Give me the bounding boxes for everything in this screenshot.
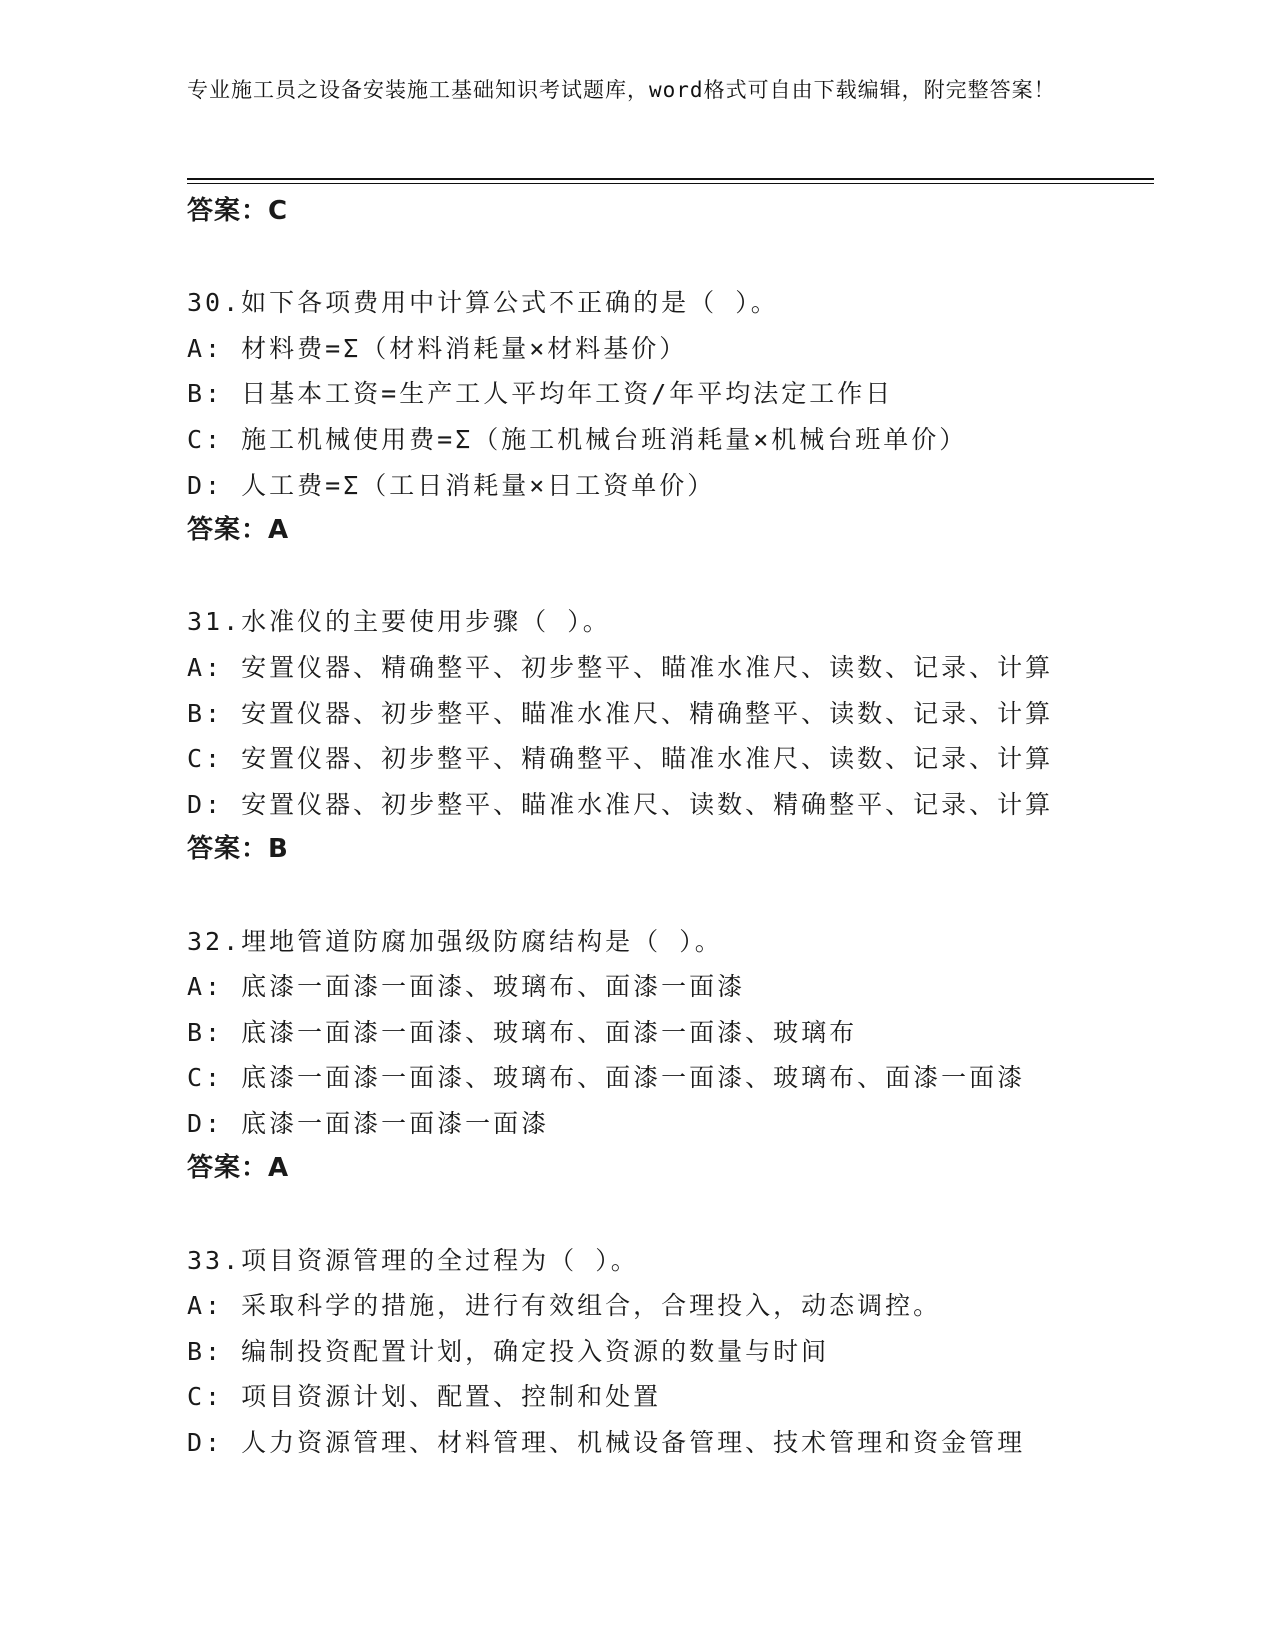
question-stem: 30.如下各项费用中计算公式不正确的是（ ）。 bbox=[187, 288, 779, 318]
question-list bbox=[187, 189, 1147, 1466]
option-a: A: 材料费=Σ（材料消耗量×材料基价） bbox=[187, 333, 688, 363]
option-b: B: 底漆一面漆一面漆、玻璃布、面漆一面漆、玻璃布 bbox=[187, 1017, 858, 1047]
option-d: D: 人力资源管理、材料管理、机械设备管理、技术管理和资金管理 bbox=[187, 1428, 1026, 1458]
option-c: C: 项目资源计划、配置、控制和处置 bbox=[187, 1382, 662, 1412]
answer: 答案：A bbox=[187, 515, 290, 546]
question-30 bbox=[187, 280, 1147, 554]
option-c: C: 安置仪器、初步整平、精确整平、瞄准水准尺、读数、记录、计算 bbox=[187, 744, 1054, 774]
spacer bbox=[187, 1192, 1147, 1238]
previous-answer: 答案：C bbox=[187, 196, 289, 226]
option-a: A: 底漆一面漆一面漆、玻璃布、面漆一面漆 bbox=[187, 972, 746, 1002]
question-32 bbox=[187, 919, 1147, 1193]
spacer bbox=[187, 873, 1147, 919]
question-stem: 32.埋地管道防腐加强级防腐结构是（ ）。 bbox=[187, 926, 723, 956]
spacer bbox=[187, 554, 1147, 600]
option-b: B: 编制投资配置计划，确定投入资源的数量与时间 bbox=[187, 1336, 830, 1366]
header-rule-thin bbox=[187, 183, 1154, 184]
spacer bbox=[187, 235, 1147, 281]
option-b: B: 日基本工资=生产工人平均年工资/年平均法定工作日 bbox=[187, 379, 894, 409]
option-c: C: 底漆一面漆一面漆、玻璃布、面漆一面漆、玻璃布、面漆一面漆 bbox=[187, 1063, 1026, 1093]
option-b: B: 安置仪器、初步整平、瞄准水准尺、精确整平、读数、记录、计算 bbox=[187, 698, 1054, 728]
answer: 答案：B bbox=[187, 834, 289, 865]
header-rule-thick bbox=[187, 178, 1154, 180]
option-c: C: 施工机械使用费=Σ（施工机械台班消耗量×机械台班单价） bbox=[187, 424, 968, 454]
option-d: D: 安置仪器、初步整平、瞄准水准尺、读数、精确整平、记录、计算 bbox=[187, 789, 1054, 819]
option-a: A: 安置仪器、精确整平、初步整平、瞄准水准尺、读数、记录、计算 bbox=[187, 652, 1054, 682]
question-33 bbox=[187, 1238, 1147, 1466]
answer: 答案：A bbox=[187, 1153, 290, 1184]
option-d: D: 底漆一面漆一面漆一面漆 bbox=[187, 1108, 550, 1138]
question-31 bbox=[187, 599, 1147, 873]
option-d: D: 人工费=Σ（工日消耗量×日工资单价） bbox=[187, 470, 716, 500]
option-a: A: 采取科学的措施，进行有效组合，合理投入，动态调控。 bbox=[187, 1291, 942, 1321]
header-text: 专业施工员之设备安装施工基础知识考试题库，word格式可自由下载编辑，附完整答案！ bbox=[187, 78, 1056, 102]
question-stem: 31.水准仪的主要使用步骤（ ）。 bbox=[187, 607, 611, 637]
document-header bbox=[187, 72, 1067, 108]
question-stem: 33.项目资源管理的全过程为（ ）。 bbox=[187, 1245, 639, 1275]
